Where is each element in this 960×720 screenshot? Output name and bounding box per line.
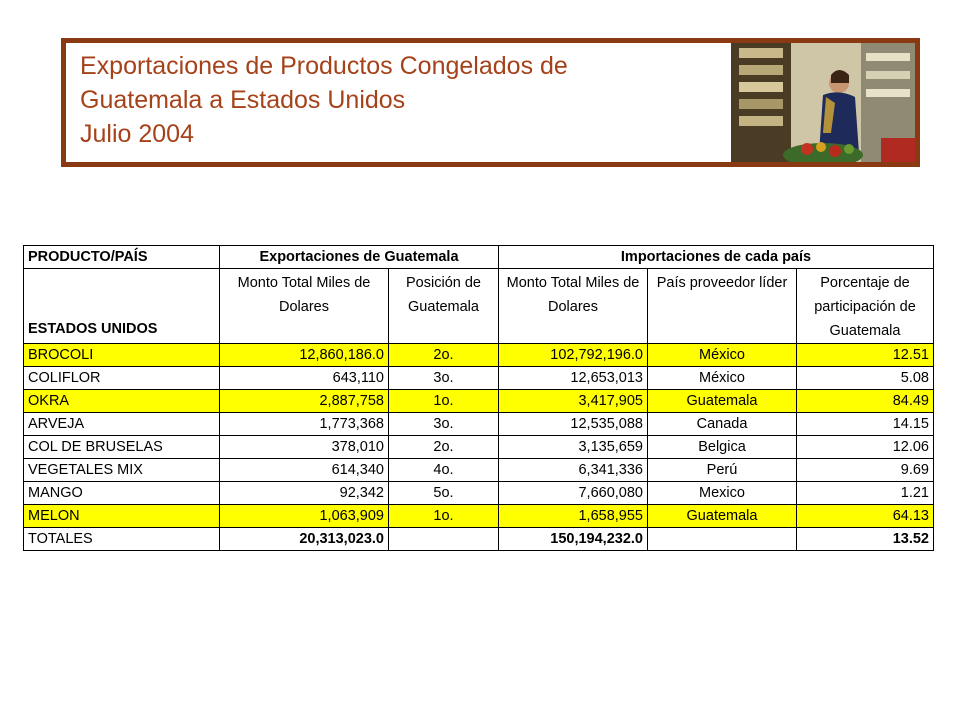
header-monto-total: Monto Total Miles de Dolares	[499, 269, 648, 344]
header-porcentaje: Porcentaje de participación de Guatemala	[797, 269, 934, 344]
cell-monto-gt: 614,340	[220, 459, 389, 482]
supermarket-photo	[731, 43, 915, 162]
cell-producto: MANGO	[24, 482, 220, 505]
cell-posicion: 1o.	[389, 390, 499, 413]
cell-porcentaje: 5.08	[797, 367, 934, 390]
cell-proveedor: Perú	[648, 459, 797, 482]
header-monto-total-gt: Monto Total Miles de Dolares	[220, 269, 389, 344]
title-banner	[61, 38, 920, 167]
cell-posicion: 2o.	[389, 436, 499, 459]
totals-row	[24, 528, 934, 551]
title-line-2: Guatemala a Estados Unidos	[80, 86, 406, 114]
cell-porcentaje: 14.15	[797, 413, 934, 436]
cell-porcentaje: 84.49	[797, 390, 934, 413]
cell-proveedor: Mexico	[648, 482, 797, 505]
header-exportaciones-group: Exportaciones de Guatemala	[220, 246, 499, 269]
cell-producto: ARVEJA	[24, 413, 220, 436]
page-title	[80, 49, 730, 151]
cell-producto: COLIFLOR	[24, 367, 220, 390]
cell-monto-total: 3,417,905	[499, 390, 648, 413]
cell-proveedor: Guatemala	[648, 390, 797, 413]
cell-monto-total: 1,658,955	[499, 505, 648, 528]
cell-proveedor: México	[648, 367, 797, 390]
header-posicion: Posición de Guatemala	[389, 269, 499, 344]
totals-posicion-empty	[389, 528, 499, 551]
cell-porcentaje: 9.69	[797, 459, 934, 482]
header-row-1	[24, 246, 934, 269]
cell-monto-gt: 378,010	[220, 436, 389, 459]
cell-monto-gt: 92,342	[220, 482, 389, 505]
table-row	[24, 505, 934, 528]
table-row	[24, 459, 934, 482]
cell-posicion: 5o.	[389, 482, 499, 505]
header-estados-unidos: ESTADOS UNIDOS	[24, 269, 220, 344]
supermarket-photo-illustration	[731, 43, 915, 162]
table-row	[24, 344, 934, 367]
cell-monto-gt: 2,887,758	[220, 390, 389, 413]
title-line-3: Julio 2004	[80, 120, 194, 148]
cell-proveedor: Guatemala	[648, 505, 797, 528]
cell-monto-total: 12,535,088	[499, 413, 648, 436]
cell-monto-gt: 1,773,368	[220, 413, 389, 436]
exports-table-container	[23, 245, 934, 551]
cell-producto: COL DE BRUSELAS	[24, 436, 220, 459]
table-row	[24, 436, 934, 459]
cell-producto: VEGETALES MIX	[24, 459, 220, 482]
cell-posicion: 1o.	[389, 505, 499, 528]
cell-monto-total: 7,660,080	[499, 482, 648, 505]
totals-monto-total: 150,194,232.0	[499, 528, 648, 551]
cell-posicion: 4o.	[389, 459, 499, 482]
cell-proveedor: Belgica	[648, 436, 797, 459]
cell-posicion: 3o.	[389, 367, 499, 390]
cell-producto: OKRA	[24, 390, 220, 413]
cell-porcentaje: 12.51	[797, 344, 934, 367]
totals-label: TOTALES	[24, 528, 220, 551]
cell-monto-gt: 643,110	[220, 367, 389, 390]
cell-porcentaje: 64.13	[797, 505, 934, 528]
table-row	[24, 413, 934, 436]
table-row	[24, 390, 934, 413]
cell-producto: MELON	[24, 505, 220, 528]
table-row	[24, 482, 934, 505]
cell-monto-total: 12,653,013	[499, 367, 648, 390]
totals-proveedor-empty	[648, 528, 797, 551]
cell-producto: BROCOLI	[24, 344, 220, 367]
cell-posicion: 2o.	[389, 344, 499, 367]
title-line-1: Exportaciones de Productos Congelados de	[80, 52, 568, 80]
cell-proveedor: Canada	[648, 413, 797, 436]
cell-porcentaje: 12.06	[797, 436, 934, 459]
header-row-2	[24, 269, 934, 344]
header-importaciones-group: Importaciones de cada país	[499, 246, 934, 269]
cell-proveedor: México	[648, 344, 797, 367]
cell-monto-gt: 12,860,186.0	[220, 344, 389, 367]
cell-monto-total: 3,135,659	[499, 436, 648, 459]
totals-porcentaje: 13.52	[797, 528, 934, 551]
cell-posicion: 3o.	[389, 413, 499, 436]
cell-monto-gt: 1,063,909	[220, 505, 389, 528]
exports-table	[23, 245, 934, 551]
header-producto-pais: PRODUCTO/PAÍS	[24, 246, 220, 269]
header-proveedor-lider: País proveedor líder	[648, 269, 797, 344]
cell-monto-total: 6,341,336	[499, 459, 648, 482]
table-row	[24, 367, 934, 390]
cell-porcentaje: 1.21	[797, 482, 934, 505]
totals-monto-gt: 20,313,023.0	[220, 528, 389, 551]
cell-monto-total: 102,792,196.0	[499, 344, 648, 367]
